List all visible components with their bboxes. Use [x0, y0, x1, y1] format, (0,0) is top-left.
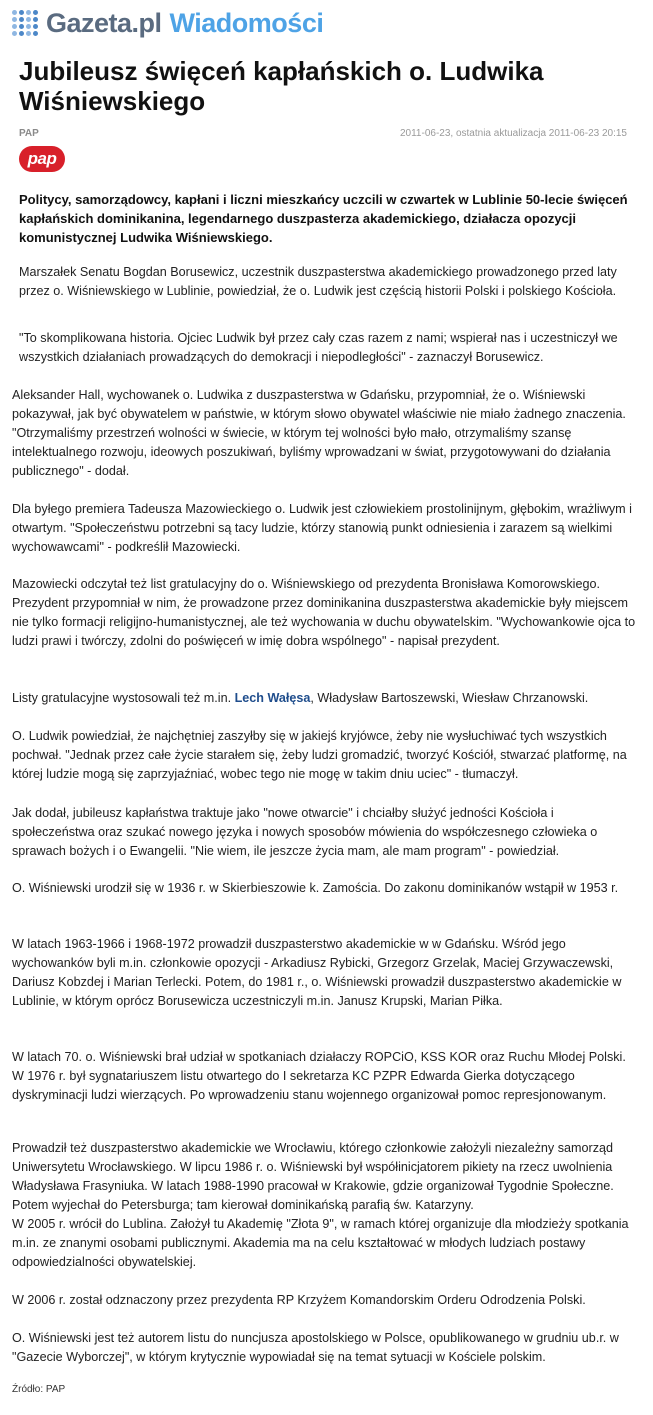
letters-text-after: , Władysław Bartoszewski, Wiesław Chrzanowski.	[310, 691, 589, 705]
article-lead: Politycy, samorządowcy, kapłani i liczni mieszkańcy uczcili w czwartek w Lublinie 50-lecie święceń kapłańskich dominikanina, legendarnego duszpasterza akademickiego, działacza opozycji komunistycznej Ludwika Wiśniewskiego.	[19, 192, 628, 245]
paragraph: Prowadził też duszpasterstwo akademickie we Wrocławiu, którego członkowie założyli niezależny samorząd Uniwersytetu Wrocławskiego. W lipcu 1986 r. o. Wiśniewski był współinicjatorem pikiety na rzecz uwolnienia Władysława Frasyniuka. W latach 1988-1990 pracował w Krakowie, gdzie organizował Tygodnie Społeczne. Potem wyjechał do Petersburga; tam kierował dominikańską parafią św. Katarzyny.	[12, 1141, 614, 1212]
article-dates: 2011-06-23, ostatnia aktualizacja 2011-06-23 20:15	[399, 128, 627, 139]
paragraph-letters	[12, 689, 639, 708]
brand-name[interactable]: Gazeta.pl	[46, 7, 162, 38]
paragraph: "To skomplikowana historia. Ojciec Ludwik był przez cały czas razem z nami; wspierał nas i uczestniczył we wszystkich działaniach prowadzących do demokracji i niepodległości" - zaznaczył Borusewicz.	[19, 331, 618, 364]
footer-source: Źródło: PAP	[12, 1384, 66, 1395]
gazeta-logo-icon[interactable]	[12, 10, 38, 36]
paragraph: Marszałek Senatu Bogdan Borusewicz, uczestnik duszpasterstwa akademickiego prowadzonego przed laty przez o. Wiśniewskiego w Lublinie, powiedział, że o. Ludwik jest częścią historii Polski i polskiego Kościoła.	[19, 265, 617, 298]
paragraph: Mazowiecki odczytał też list gratulacyjny do o. Wiśniewskiego od prezydenta Bronisława Komorowskiego. Prezydent przypomniał w nim, że prowadzone przez dominikanina duszpasterstwa akademickie były miejscem nie tylko formacji religijno-humanistycznej, ale też wychowania w duchu obywatelskim. "Wychowankowie ojca to ludzi prawi i twórczy, zdolni do poświęceń w imię dobra wspólnego" - napisał prezydent.	[12, 577, 636, 648]
lech-walesa-link[interactable]: Lech Wałęsa	[234, 691, 311, 705]
article-meta	[19, 126, 635, 142]
letters-text-before: Listy gratulacyjne wystosowali też m.in.	[12, 691, 235, 705]
article-title: Jubileusz święceń kapłańskich o. Ludwika Wiśniewskiego	[19, 56, 544, 116]
paragraph: O. Ludwik powiedział, że najchętniej zaszyłby się w jakiejś kryjówce, żeby nie wysłuchiwać tych wszystkich pochwał. "Jednak przez całe życie starałem się, żeby ludzi gromadzić, tworzyć Kościół, stwarzać platformę, na której ludzie mogą się zaprzyjaźniać, wobec tego nie mogę w takim dniu uciec" - tłumaczył.	[12, 729, 627, 781]
site-brand[interactable]	[46, 8, 323, 39]
site-header	[0, 0, 653, 46]
section-name[interactable]: Wiadomości	[169, 7, 324, 38]
paragraph: O. Wiśniewski urodził się w 1936 r. w Skierbieszowie k. Zamościa. Do zakonu dominikanów wstąpił w 1953 r.	[12, 881, 619, 895]
paragraph: Aleksander Hall, wychowanek o. Ludwika z duszpasterstwa w Gdańsku, przypomniał, że o. Wiśniewski pokazywał, jak być obywatelem w państwie, w którym słowo obywatel właściwie nie miało żadnego znaczenia. "Otrzymaliśmy przestrzeń wolności w świecie, w którym tej wolności było mało, otrzymaliśmy szansę intelektualnego rozwoju, ideowych poszukiwań, byliśmy wprowadzani w świat, przygotowywani do działania publicznego" - dodał.	[12, 388, 626, 478]
paragraph: Jak dodał, jubileusz kapłaństwa traktuje jako "nowe otwarcie" i chciałby służyć jedności Kościoła i społeczeństwa oraz szukać nowego języka i nowych sposobów mówienia do współczesnego człowieka o sprawach bożych i o Ewangelii. "Nie wiem, ile jeszcze życia mam, ale mam program" - powiedział.	[12, 806, 598, 858]
paragraph: W 2006 r. został odznaczony przez prezydenta RP Krzyżem Komandorskim Orderu Odrodzenia Polski.	[12, 1293, 586, 1307]
paragraph: W latach 70. o. Wiśniewski brał udział w spotkaniach działaczy ROPCiO, KSS KOR oraz Ruchu Młodej Polski. W 1976 r. był sygnatariuszem listu otwartego do I sekretarza KC PZPR Edwarda Gierka dotyczącego dyskryminacji ludzi wierzących. Po wprowadzeniu stanu wojennego organizował pomoc represjonowanym.	[12, 1050, 626, 1102]
article-source: PAP	[19, 128, 39, 139]
paragraph: Dla byłego premiera Tadeusza Mazowieckiego o. Ludwik jest człowiekiem prostolinijnym, głębokim, wrażliwym i otwartym. "Społeczeństwu potrzebni są tacy ludzie, którzy stanowią punkt odniesienia i zarazem są wielkimi wychowawcami" - podkreślił Mazowiecki.	[12, 502, 632, 554]
paragraph: O. Wiśniewski jest też autorem listu do nuncjusza apostolskiego w Polsce, opublikowanego w grudniu ub.r. w "Gazecie Wyborczej", w którym krytycznie wypowiadał się na temat sytuacji w Kościele polskim.	[12, 1331, 619, 1364]
pap-logo-icon: pap	[19, 146, 65, 172]
paragraph: W latach 1963-1966 i 1968-1972 prowadził duszpasterstwo akademickie w w Gdańsku. Wśród jego wychowanków byli m.in. członkowie opozycji - Arkadiusz Rybicki, Grzegorz Grzelak, Maciej Grzywaczewski, Dariusz Kobzdej i Marian Terlecki. Potem, do 1981 r., o. Wiśniewski prowadził duszpasterstwo akademickie w Lublinie, w którym oprócz Borusewicza uczestniczyli m.in. Janusz Krupski, Marian Piłka.	[12, 937, 622, 1008]
paragraph: W 2005 r. wrócił do Lublina. Założył tu Akademię "Złota 9", w ramach której organizuje dla młodzieży spotkania m.in. ze znanymi osobami publicznymi. Akademia ma na celu kształtować w młodych ludziach postawy odpowiedzialności obywatelskiej.	[12, 1217, 629, 1269]
